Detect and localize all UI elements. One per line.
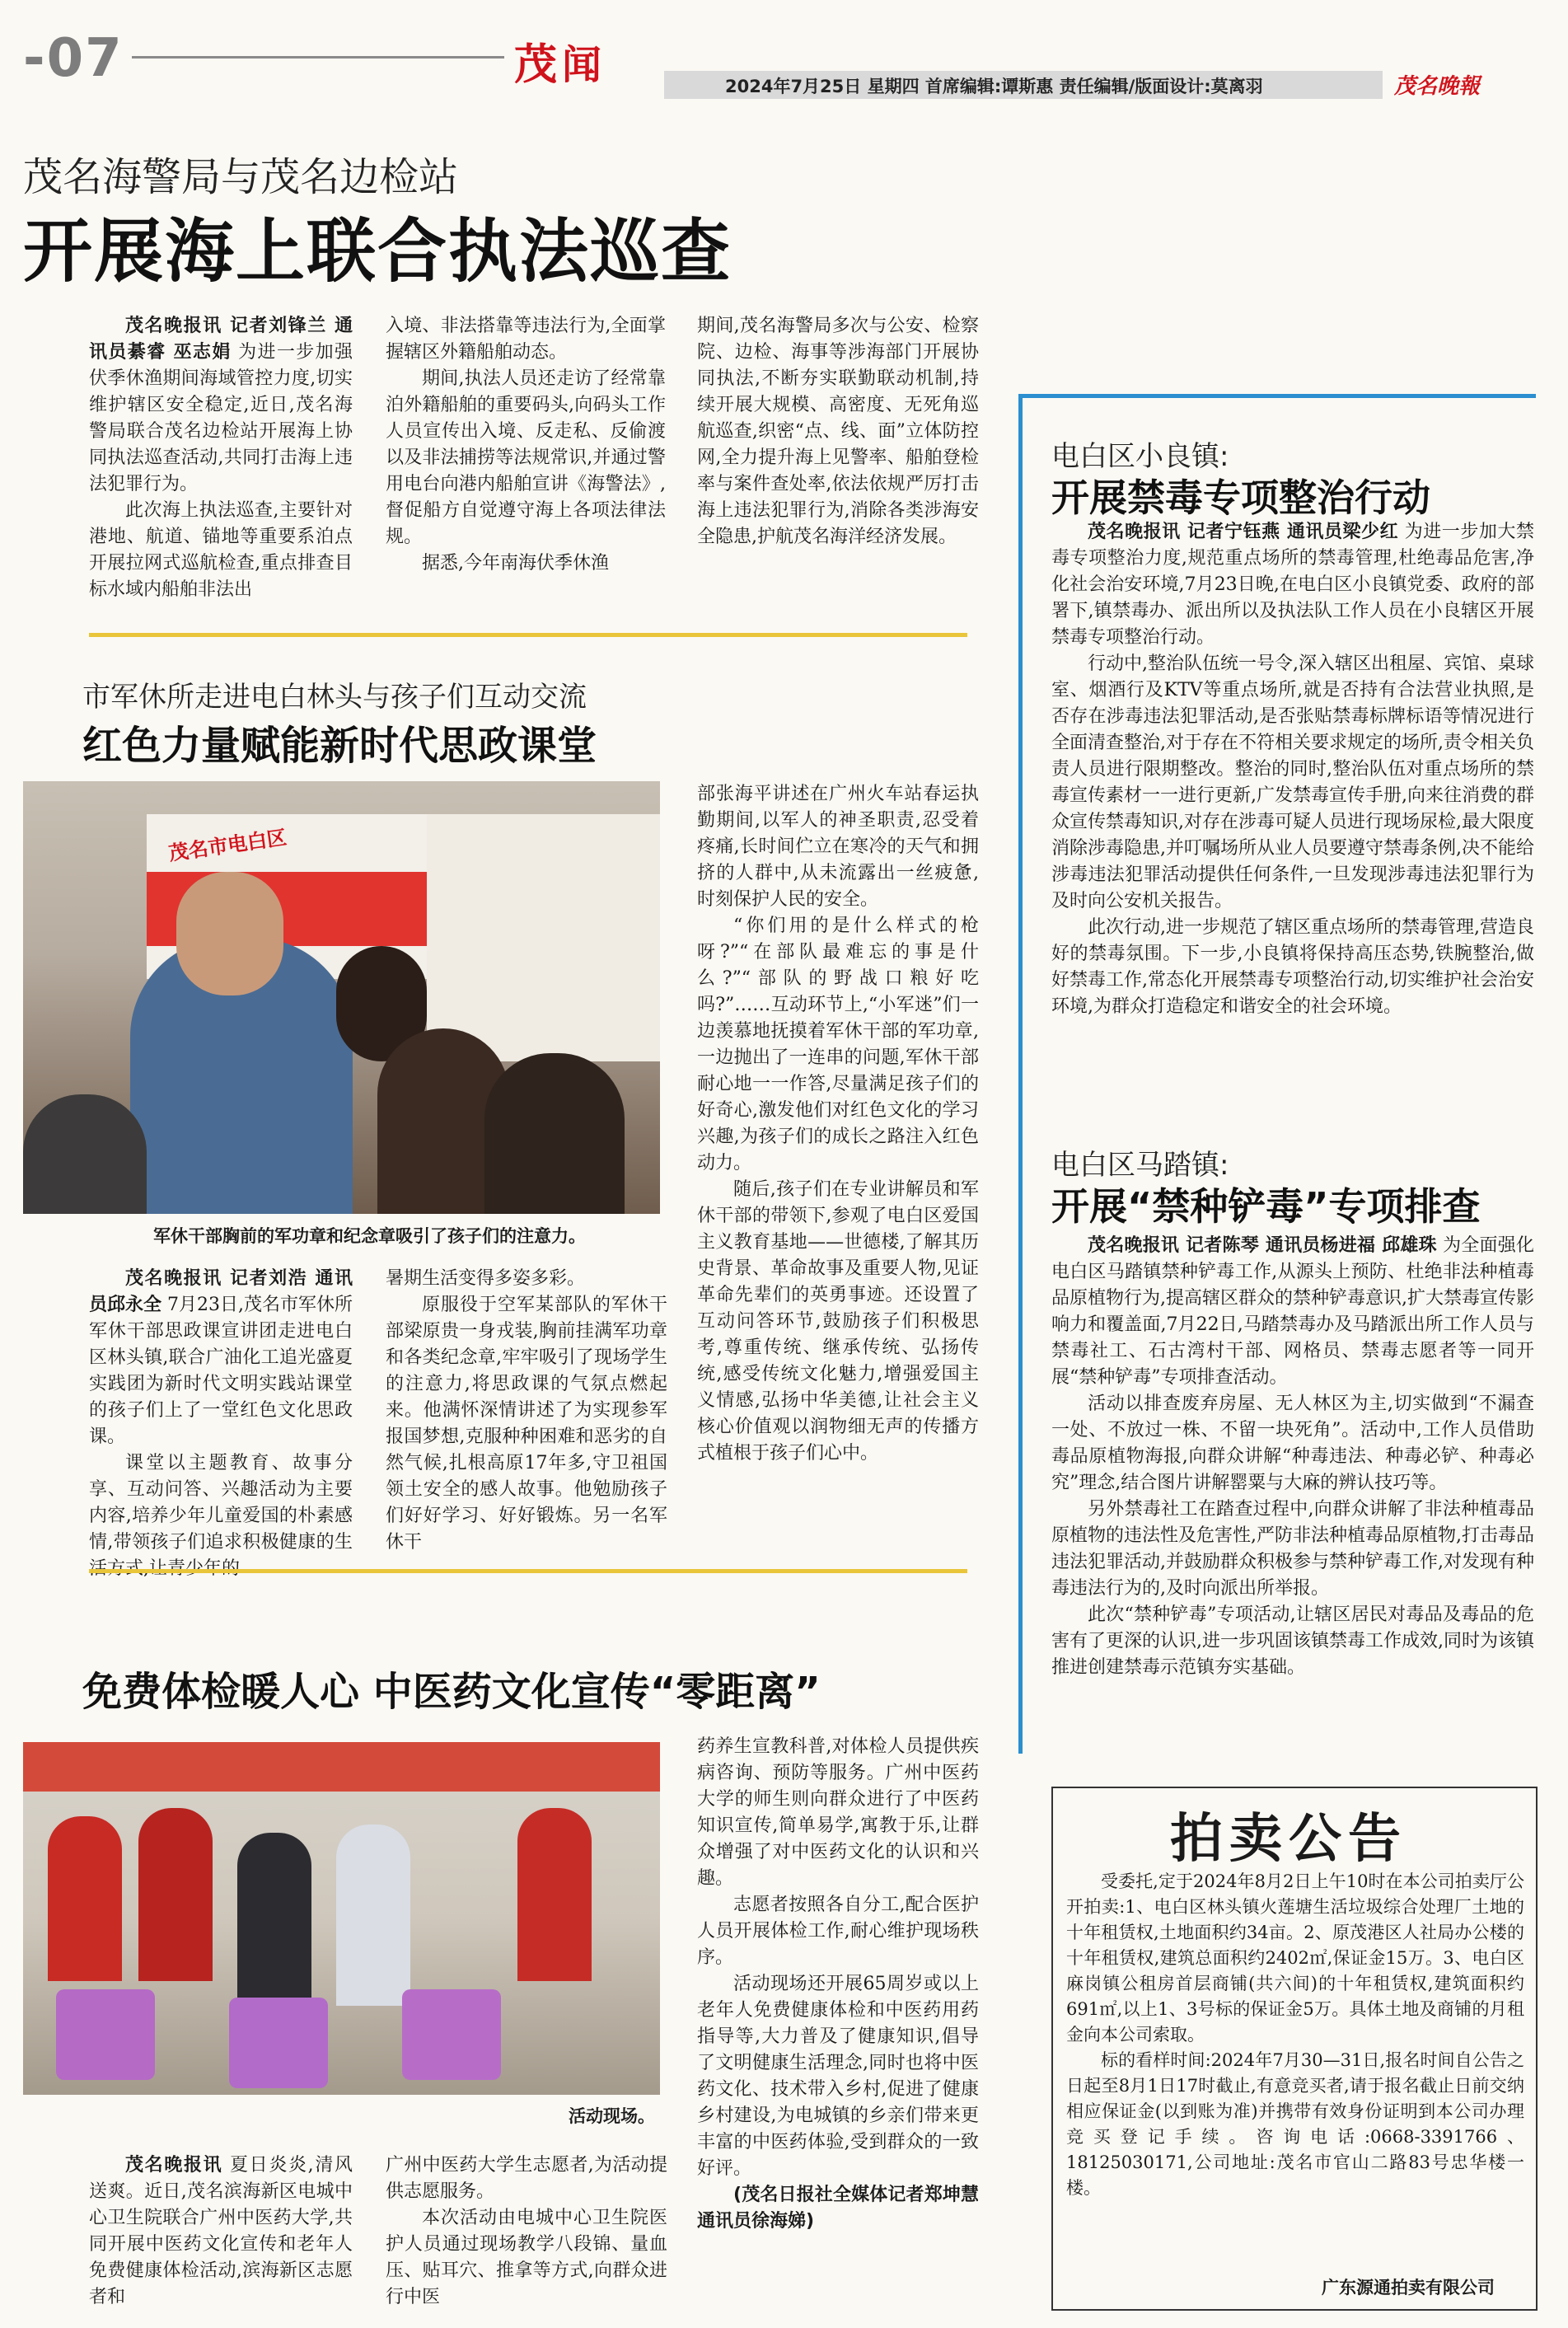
article1-p5: 据悉,今年南海伏季休渔 bbox=[422, 553, 609, 574]
article2-kicker: 市军休所走进电白林头与孩子们互动交流 bbox=[82, 681, 587, 714]
auction-title: 拍卖公告 bbox=[1170, 1808, 1407, 1870]
article2-p2: 课堂以主题教育、故事分享、互动问答、兴趣活动为主要内容,培养少年儿童爱国的朴素感情,带领孩子们追求积极健康的生 bbox=[89, 1453, 353, 1553]
photo-person-1 bbox=[237, 1833, 311, 2006]
article1-col2 bbox=[386, 313, 666, 577]
article3-photo-caption: 活动现场。 bbox=[569, 2106, 655, 2126]
article4-p2: 行动中,整治队伍统一号令,深入辖区出租屋、宾馆、桌球室、烟酒行及KTV等重点场所,就是否持有合法营业执照,是否存在涉毒违法犯罪活动,是否张贴禁毒标牌标语等情况进行全面清查整治,对于存在不符相关要求规定的场所,责令相关负责人员进行限期整改。整治的同时,整治队伍对重点场所的禁毒宣传素材一一进行更新,广发禁毒宣传手册,向来往消费的群众宣传禁毒知识,对存在涉毒可疑人员进行现场尿检,最大限度消除涉毒隐患,并叮嘱场所从业人员要遵守禁毒条例,决不能给涉毒违法犯罪活动提供任何条件,一旦发现涉毒违法犯罪行为及时向公安机关报告。 bbox=[1051, 653, 1534, 911]
divider-1 bbox=[89, 633, 967, 637]
article4-body bbox=[1051, 519, 1534, 1020]
section-char-mao: 茂 bbox=[514, 40, 558, 90]
photo-person-2 bbox=[336, 1824, 410, 2006]
article4-kicker: 电白区小良镇: bbox=[1051, 440, 1229, 473]
article2-photo bbox=[23, 781, 660, 1214]
article2-col3 bbox=[697, 781, 979, 1467]
article1-col1 bbox=[89, 313, 353, 603]
article3-p6: 活动现场还开展65周岁或以上老年人免费健康体检和中医药用药指导等,大力普及了健康知识,倡导了文明健康生活理念,同时也将中医药文化、技术带入乡村,促进了健康乡村建设,为电城镇的乡亲们带来更丰富的中医药体验,受到群众的一致好评。 bbox=[697, 1974, 979, 2179]
masthead-info: 2024年7月25日 星期四 首席编辑:谭斯惠 责任编辑/版面设计:莫离羽 bbox=[725, 77, 1263, 96]
article1-kicker: 茂名海警局与茂名边检站 bbox=[23, 154, 459, 200]
photo-stool-3 bbox=[402, 1989, 501, 2080]
article2-col1 bbox=[89, 1266, 353, 1582]
photo-child-3 bbox=[484, 1053, 625, 1214]
article3-credit: (茂名日报社全媒体记者郑坤慧 通讯员徐海娣) bbox=[697, 2185, 979, 2232]
article1-headline: 开展海上联合执法巡查 bbox=[23, 211, 733, 292]
article5-headline: 开展“禁种铲毒”专项排查 bbox=[1051, 1184, 1481, 1229]
masthead-line bbox=[132, 56, 504, 59]
divider-2 bbox=[89, 1569, 967, 1573]
article3-p3: 本次活动由电城中心卫生院医护人员通过现场教学八段锦、量血压、贴耳穴、推拿等方式,向群众进行中医 bbox=[386, 2208, 667, 2307]
photo-canopy bbox=[23, 1742, 660, 1792]
article3-p1: 夏日炎炎,清风送爽。近日,茂名滨海新区电城中心卫生院联合广州中医药大学,共同开展中医药文化宣传和老年人免费健康体检活动,滨海新区志愿者和 bbox=[89, 2155, 353, 2307]
article1-p3: 入境、非法搭靠等违法行为,全面掌握辖区外籍船舶动态。 bbox=[386, 316, 666, 363]
article1-p4: 期间,执法人员还走访了经常靠泊外籍船舶的重要码头,向码头工作人员宣传出入境、反走私、反偷渡以及非法捕捞等法规常识,并通过警用电台向港内船舶宣讲《海警法》,督促船方自觉遵守海上各项法律法规。 bbox=[386, 368, 666, 547]
article3-col2 bbox=[386, 2152, 667, 2311]
section-label bbox=[514, 30, 611, 90]
auction-p2: 标的看样时间:2024年7月30—31日,报名时间自公告之日起至8月1日17时截止,有意竞买者,请于报名截止日前交纳相应保证金(以到账为准)并携带有效身份证明到本公司办理竞买登记手续。咨询电话:0668-3391766、18125030171,公司地址:茂名市官山二路83号忠华楼一楼。 bbox=[1066, 2050, 1524, 2198]
right-box-border-top bbox=[1018, 394, 1536, 398]
auction-body bbox=[1066, 1869, 1524, 2201]
article3-col1 bbox=[89, 2152, 353, 2311]
article2-p1: 7月23日,茂名市军休所军休干部思政课宣讲团走进电白区林头镇,联合广油化工追光盛夏实践团为新时代文明实践站课堂的孩子们上了一堂红色文化思政课。 bbox=[89, 1295, 353, 1447]
article4-p1: 为进一步加大禁毒专项整治力度,规范重点场所的禁毒管理,杜绝毒品危害,净化社会治安环境,7月23日晚,在电白区小良镇党委、政府的部署下,镇禁毒办、派出所以及执法队工作人员在小良辖区开展禁毒专项整治行动。 bbox=[1051, 522, 1534, 648]
article2-p3: 暑期生活变得多姿多彩。 bbox=[386, 1268, 586, 1289]
section-char-wen: 闻 bbox=[562, 42, 602, 88]
article5-byline: 茂名晚报讯 记者陈琴 通讯员杨进福 邱雄珠 bbox=[1088, 1235, 1437, 1256]
photo-child-4 bbox=[23, 1094, 147, 1214]
article2-photo-caption: 军休干部胸前的军功章和纪念章吸引了孩子们的注意力。 bbox=[153, 1226, 586, 1246]
photo-stool-2 bbox=[229, 1998, 328, 2088]
article1-p2: 此次海上执法巡查,主要针对港地、航道、锚地等重要系泊点开展拉网式巡航检查,重点排查目标水域内船舶非法出 bbox=[89, 500, 353, 600]
photo-officer-head bbox=[176, 872, 283, 995]
article5-p3: 另外禁毒社工在踏查过程中,向群众讲解了非法种植毒品原植物的违法性及危害性,严防非法种植毒品原植物,打击毒品违法犯罪活动,并鼓励群众积极参与禁种铲毒工作,对发现有种毒违法行为的,及时向派出所举报。 bbox=[1051, 1499, 1534, 1599]
article3-p2: 广州中医药大学生志愿者,为活动提供志愿服务。 bbox=[386, 2155, 667, 2202]
article1-p6: 期间,茂名海警局多次与公安、检察院、边检、海事等涉海部门开展协同执法,不断夯实联勤联动机制,持续开展大规模、高密度、无死角巡航巡查,织密“点、线、面”立体防控网,全力提升海上见警率、船舶登检率与案件查处率,依法依规严厉打击海上违法犯罪行为,消除各类涉海安全隐患,护航茂名海洋经济发展。 bbox=[697, 316, 979, 547]
article3-headline: 免费体检暖人心 中医药文化宣传“零距离” bbox=[82, 1669, 821, 1715]
article5-kicker: 电白区马踏镇: bbox=[1051, 1149, 1229, 1182]
article3-col3 bbox=[697, 1734, 979, 2235]
photo-volunteer-3 bbox=[517, 1808, 592, 1981]
article1-byline: 茂名晚报讯 记者刘锋兰 通讯员綦睿 巫志娟 bbox=[89, 316, 353, 363]
paper-logo: 茂名晚報 bbox=[1394, 74, 1481, 99]
article3-photo bbox=[23, 1742, 660, 2095]
article2-col2 bbox=[386, 1266, 667, 1556]
photo-volunteer-2 bbox=[138, 1808, 213, 1981]
auction-p1: 受委托,定于2024年8月2日上午10时在本公司拍卖厅公开拍卖:1、电白区林头镇火莲塘生活垃圾综合处理厂土地的十年租赁权,土地面积约34亩。2、原茂港区人社局办公楼的十年租赁权,建筑总面积约2402㎡,保证金15万。3、电白区麻岗镇公租房首层商铺(共六间)的十年租赁权,建筑面积约691㎡,以上1、3号标的保证金5万。具体土地及商铺的月租金向本公司索取。 bbox=[1066, 1871, 1524, 2045]
article1-col3 bbox=[697, 313, 979, 550]
article2-p6: “你们用的是什么样式的枪呀?”“在部队最难忘的事是什么?”“部队的野战口粮好吃吗?”……互动环节上,“小军迷”们一边羡慕地抚摸着军休干部的军功章,一边抛出了一连串的问题,军休干部耐心地一一作答,尽量满足孩子们的好奇心,激发他们对红色文化的学习兴趣,为孩子们的成长之路注入红色动力。 bbox=[697, 916, 979, 1173]
article5-p4: 此次“禁种铲毒”专项活动,让辖区居民对毒品及毒品的危害有了更深的认识,进一步巩固该镇禁毒工作成效,同时为该镇推进创建禁毒示范镇夯实基础。 bbox=[1051, 1604, 1534, 1678]
article3-p4: 药养生宣教科普,对体检人员提供疾病咨询、预防等服务。广州中医药大学的师生则向群众进行了中医药知识宣传,简单易学,寓教于乐,让群众增强了对中医药文化的认识和兴趣。 bbox=[697, 1736, 979, 1889]
right-box-border-left bbox=[1018, 394, 1023, 1754]
article5-p1: 为全面强化电白区马踏镇禁种铲毒工作,从源头上预防、杜绝非法种植毒品原植物行为,提高辖区群众的禁种铲毒意识,扩大禁毒宣传影响力和覆盖面,7月22日,马踏禁毒办及马踏派出所工作人员与禁毒社工、石古湾村干部、网格员、禁毒志愿者等一同开展“禁种铲毒”专项排查活动。 bbox=[1051, 1235, 1534, 1388]
article5-body bbox=[1051, 1233, 1534, 1681]
article4-byline: 茂名晚报讯 记者宁钰燕 通讯员梁少红 bbox=[1088, 522, 1399, 542]
article2-p5: 部张海平讲述在广州火车站春运执勤期间,以军人的神圣职责,忍受着疼痛,长时间伫立在寒冷的天气和拥挤的人群中,从未流露出一丝疲惫,时刻保护人民的安全。 bbox=[697, 784, 979, 910]
article4-p3: 此次行动,进一步规范了辖区重点场所的禁毒管理,营造良好的禁毒氛围。下一步,小良镇将保持高压态势,铁腕整治,做好禁毒工作,常态化开展禁毒专项整治行动,切实维护社会治安环境,为群众打造稳定和谐安全的社会环境。 bbox=[1051, 917, 1534, 1017]
article2-p4: 原服役于空军某部队的军休干部梁原贵一身戎装,胸前挂满军功章和各类纪念章,牢牢吸引了现场学生的注意力,将思政课的气氛点燃起来。他满怀深情讲述了为实现参军报国梦想,克服种种困难和恶劣的自然气候,扎根高原17年多,守卫祖国领土安全的感人故事。他勉励孩子们好好学习、好好锻炼。另一名军休干 bbox=[386, 1295, 667, 1553]
article3-byline: 茂名晚报讯 bbox=[125, 2155, 223, 2176]
photo-stool-1 bbox=[56, 1989, 155, 2080]
article4-headline: 开展禁毒专项整治行动 bbox=[1051, 475, 1430, 520]
article2-headline: 红色力量赋能新时代思政课堂 bbox=[82, 723, 597, 769]
article2-byline: 茂名晚报讯 记者刘浩 通讯员邱永全 bbox=[89, 1268, 353, 1315]
article5-p2: 活动以排查废弃房屋、无人林区为主,切实做到“不漏查一处、不放过一株、不留一块死角”。活动中,工作人员借助毒品原植物海报,向群众讲解“种毒违法、种毒必铲、种毒必究”理念,结合图片讲解罂粟与大麻的辨认技巧等。 bbox=[1051, 1394, 1534, 1493]
page-number: -07 bbox=[23, 28, 124, 89]
photo-banner-text: 茂名市电白区 bbox=[167, 826, 288, 865]
photo-wall bbox=[427, 814, 660, 1061]
photo-volunteer-1 bbox=[48, 1816, 122, 1981]
article1-p1: 为进一步加强伏季休渔期间海域管控力度,切实维护辖区安全稳定,近日,茂名海警局联合茂名边检站开展海上协同执法巡查活动,共同打击海上违法犯罪行为。 bbox=[89, 342, 353, 494]
auction-signature: 广东源通拍卖有限公司 bbox=[1322, 2278, 1495, 2298]
article2-p7: 随后,孩子们在专业讲解员和军休干部的带领下,参观了电白区爱国主义教育基地——世德楼,了解其历史背景、革命故事及重要人物,见证革命先辈们的英勇事迹。还设置了互动问答环节,鼓励孩子们积极思考,尊重传统、继承传统、弘扬传统,感受传统文化魅力,增强爱国主义情感,弘扬中华美德,让社会主义核心价值观以润物细无声的传播方式植根于孩子们心中。 bbox=[697, 1179, 979, 1464]
article3-p5: 志愿者按照各自分工,配合医护人员开展体检工作,耐心维护现场秩序。 bbox=[697, 1895, 979, 1968]
